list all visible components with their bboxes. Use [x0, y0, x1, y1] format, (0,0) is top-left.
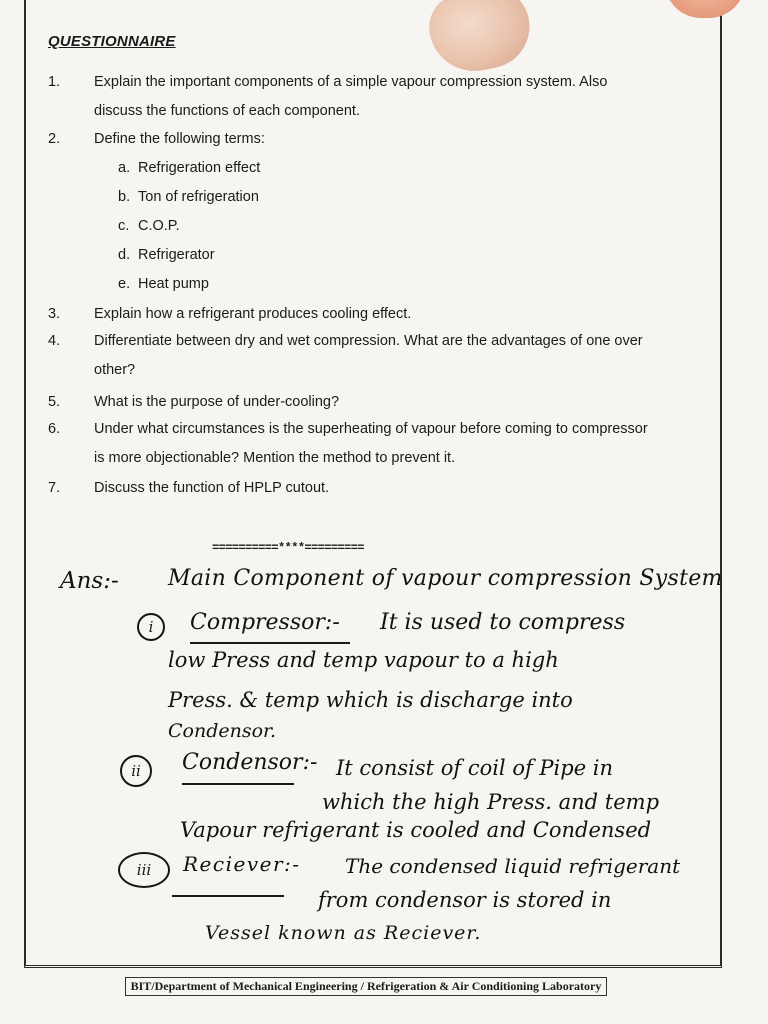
question-line: Differentiate between dry and wet compression. What are the advantages of one over: [94, 333, 643, 349]
term-e: [118, 276, 209, 292]
question-text: [94, 68, 704, 126]
question-text: Explain how a refrigerant produces cooling effect.: [94, 306, 412, 322]
item-marker-ii: ii: [120, 755, 152, 787]
question-line: Under what circumstances is the superheating of vapour before coming to compressor: [94, 421, 648, 437]
term-letter: e.: [118, 276, 131, 292]
question-number: 5.: [48, 394, 61, 410]
answer-line: It is used to compress: [380, 610, 626, 635]
page-footer: BIT/Department of Mechanical Engineering / Refrigeration & Air Conditioning Laboratory: [125, 977, 607, 996]
item-heading-reciever: Reciever:-: [183, 852, 301, 876]
question-text: What is the purpose of under-cooling?: [94, 394, 340, 410]
term-letter: c.: [118, 218, 130, 234]
question-number: 3.: [48, 306, 61, 322]
term-a: [118, 160, 260, 176]
item-marker-i: i: [137, 613, 165, 641]
answer-line: Press. & temp which is discharge into: [168, 688, 573, 712]
term-letter: b.: [118, 189, 131, 205]
question-text: Define the following terms:: [94, 131, 265, 147]
question-text: [94, 327, 704, 385]
heading-underline: [182, 783, 294, 785]
term-text: Refrigeration effect: [138, 160, 261, 176]
heading-underline: [190, 642, 350, 644]
answer-line: It consist of coil of Pipe in: [336, 756, 614, 780]
question-number: 7.: [48, 480, 61, 496]
answer-line: which the high Press. and temp: [322, 790, 660, 814]
term-letter: a.: [118, 160, 131, 176]
heading-underline: [172, 895, 284, 897]
question-number: 1.: [48, 74, 61, 90]
question-text: Discuss the function of HPLP cutout.: [94, 480, 330, 496]
answer-line: from condensor is stored in: [318, 888, 612, 912]
answer-line: low Press and temp vapour to a high: [168, 648, 559, 672]
term-text: Ton of refrigeration: [138, 189, 259, 205]
item-marker-iii: iii: [118, 852, 170, 888]
question-line: other?: [94, 362, 136, 378]
term-text: C.O.P.: [138, 218, 180, 234]
section-separator: ==========****=========: [212, 541, 364, 555]
answer-label: Ans:-: [60, 568, 119, 594]
question-line: discuss the functions of each component.: [94, 103, 360, 119]
term-d: [118, 247, 215, 263]
question-text: [94, 415, 704, 473]
answer-line: Vapour refrigerant is cooled and Condensed: [180, 818, 652, 842]
answer-line: The condensed liquid refrigerant: [345, 854, 681, 878]
questionnaire-heading: QUESTIONNAIRE: [48, 33, 176, 50]
answer-line: Vessel known as Reciever.: [205, 922, 482, 944]
answer-line: Condensor.: [168, 720, 277, 742]
answer-title: Main Component of vapour compression System: [168, 566, 723, 591]
item-heading-compressor: Compressor:-: [190, 610, 340, 635]
question-number: 4.: [48, 333, 61, 349]
question-number: 6.: [48, 421, 61, 437]
term-letter: d.: [118, 247, 131, 263]
term-text: Heat pump: [138, 276, 209, 292]
question-number: 2.: [48, 131, 61, 147]
term-c: [118, 218, 180, 234]
item-heading-condensor: Condensor:-: [182, 750, 318, 775]
term-b: [118, 189, 259, 205]
term-text: Refrigerator: [138, 247, 215, 263]
question-line: is more objectionable? Mention the method to prevent it.: [94, 450, 456, 466]
question-line: Explain the important components of a simple vapour compression system. Also: [94, 74, 608, 90]
